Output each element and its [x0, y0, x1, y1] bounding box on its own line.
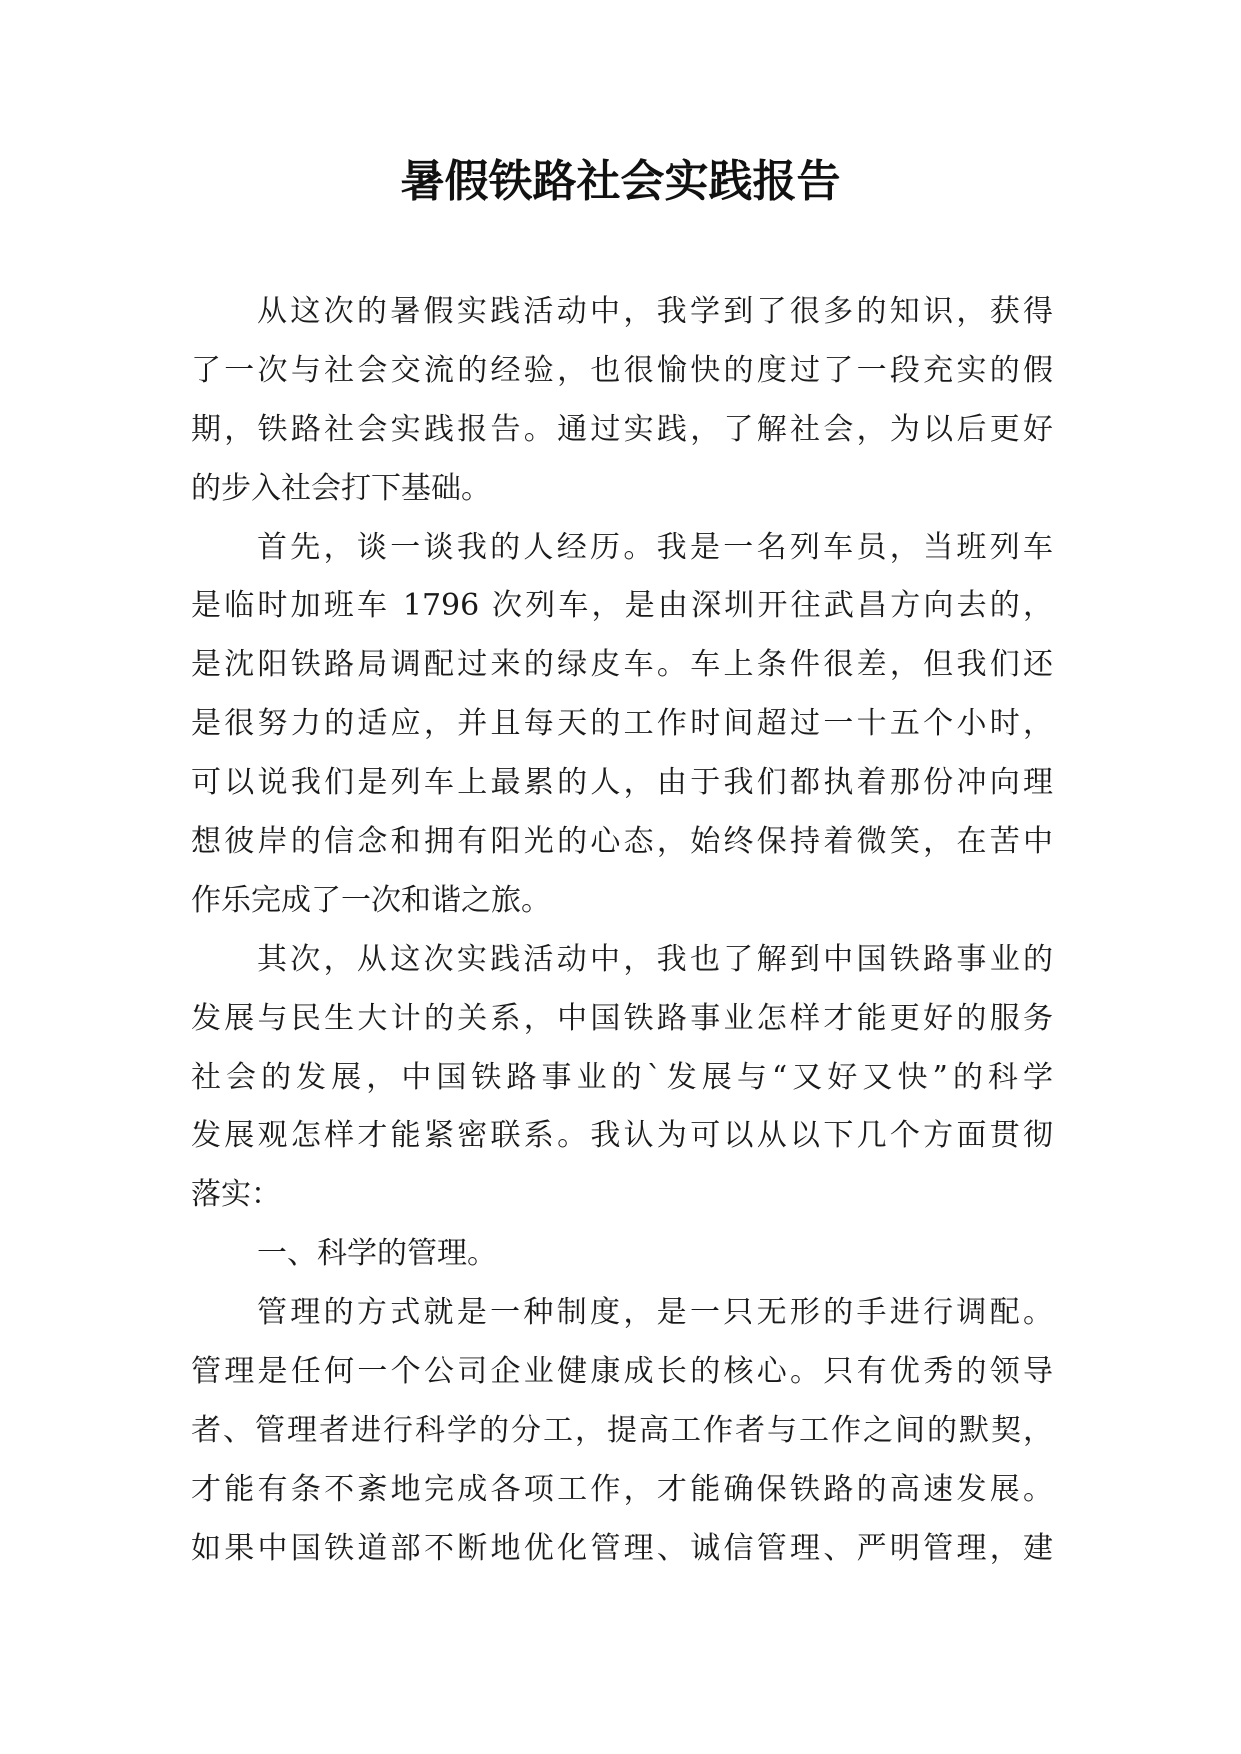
- paragraph-5-line-2: 管理是任何一个公司企业健康成长的核心。只有优秀的领导: [191, 1354, 1053, 1390]
- paragraph-5-line-3: 者、管理者进行科学的分工，提高工作者与工作之间的默契，: [191, 1412, 1053, 1448]
- section-heading-1: 一、科学的管理。: [257, 1236, 497, 1272]
- paragraph-3-line-1: 其次，从这次实践活动中，我也了解到中国铁路事业的: [257, 941, 1053, 977]
- document-body: [191, 283, 1053, 1579]
- paragraph-3-line-4: 发展观怎样才能紧密联系。我认为可以从以下几个方面贯彻: [191, 1118, 1053, 1154]
- paragraph-2-line-2: 是临时加班车 1796 次列车，是由深圳开往武昌方向去的，: [191, 588, 1053, 624]
- paragraph-5-line-4: 才能有条不紊地完成各项工作，才能确保铁路的高速发展。: [191, 1471, 1053, 1507]
- paragraph-3-line-3: 社会的发展，中国铁路事业的`发展与“又好又快”的科学: [191, 1059, 1053, 1095]
- paragraph-2-line-1: 首先，谈一谈我的人经历。我是一名列车员，当班列车: [257, 529, 1053, 565]
- paragraph-2-line-4: 是很努力的适应，并且每天的工作时间超过一十五个小时，: [191, 706, 1053, 742]
- paragraph-1-line-2: 了一次与社会交流的经验，也很愉快的度过了一段充实的假: [191, 352, 1053, 388]
- paragraph-1-line-3: 期，铁路社会实践报告。通过实践，了解社会，为以后更好: [191, 411, 1053, 447]
- paragraph-1-line-1: 从这次的暑假实践活动中，我学到了很多的知识，获得: [257, 294, 1053, 329]
- paragraph-2-line-7: 作乐完成了一次和谐之旅。: [191, 882, 551, 918]
- paragraph-3-line-2: 发展与民生大计的关系，中国铁路事业怎样才能更好的服务: [191, 1000, 1053, 1036]
- paragraph-2-line-3: 是沈阳铁路局调配过来的绿皮车。车上条件很差，但我们还: [191, 647, 1053, 683]
- paragraph-2-line-5: 可以说我们是列车上最累的人，由于我们都执着那份冲向理: [191, 765, 1053, 801]
- paragraph-5-line-5: 如果中国铁道部不断地优化管理、诚信管理、严明管理，建: [191, 1530, 1053, 1566]
- paragraph-2-line-6: 想彼岸的信念和拥有阳光的心态，始终保持着微笑，在苦中: [191, 824, 1053, 860]
- paragraph-3-line-5: 落实：: [191, 1177, 281, 1213]
- document-title: 暑假铁路社会实践报告: [400, 156, 841, 207]
- paragraph-5-line-1: 管理的方式就是一种制度，是一只无形的手进行调配。: [257, 1295, 1053, 1331]
- paragraph-1-line-4: 的步入社会打下基础。: [191, 470, 491, 506]
